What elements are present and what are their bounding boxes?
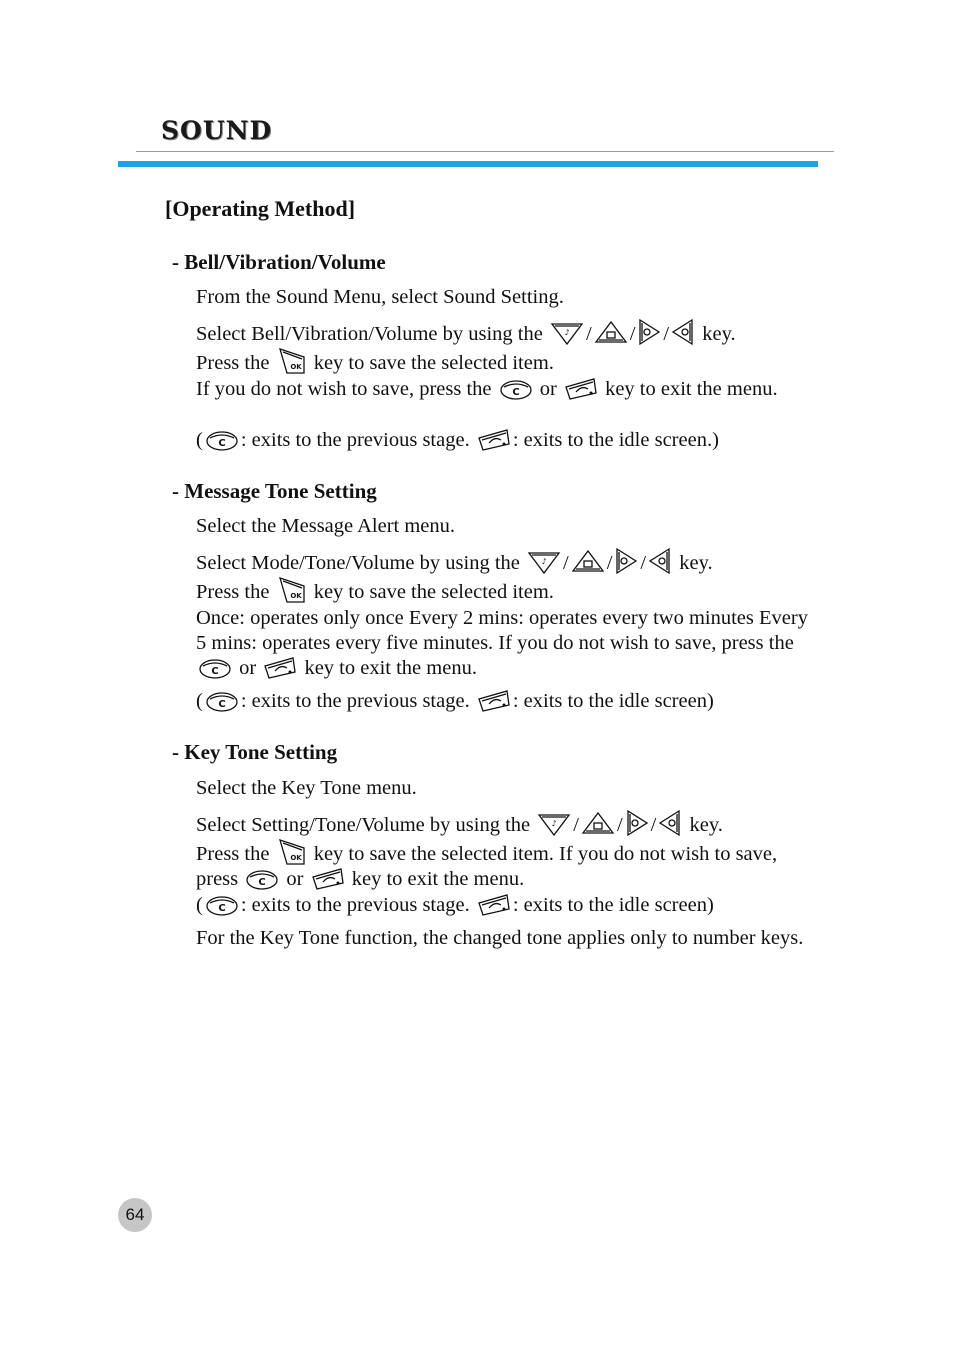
nav-down-key-icon [581, 811, 615, 837]
svg-text:C: C [218, 699, 226, 710]
page-number-badge: 64 [118, 1198, 152, 1232]
clear-key-icon [198, 658, 232, 680]
end-key-icon [564, 377, 598, 401]
message-step-1: Select the Message Alert menu. [196, 515, 456, 537]
nav-down-key-icon [571, 549, 605, 575]
nav-up-key-icon [550, 320, 584, 346]
svg-text:C: C [211, 666, 219, 677]
subheading-message-tone: - Message Tone Setting [172, 479, 377, 503]
nav-up-key-icon [527, 549, 561, 575]
clear-key-icon [205, 895, 239, 917]
nav-right-key-icon [625, 809, 649, 837]
keytone-step-1: Select the Key Tone menu. [196, 777, 417, 799]
bell-step-1: From the Sound Menu, select Sound Setting. [196, 286, 564, 308]
end-key-icon [311, 867, 345, 891]
nav-up-key-icon [537, 811, 571, 837]
subheading-key-tone: - Key Tone Setting [172, 740, 338, 764]
clear-key-icon [205, 430, 239, 452]
nav-down-key-icon [594, 320, 628, 346]
nav-left-key-icon [648, 547, 672, 575]
svg-text:OK: OK [289, 854, 302, 862]
clear-key-icon [205, 691, 239, 713]
svg-text:OK: OK [289, 363, 302, 371]
end-key-icon [263, 656, 297, 680]
bell-note: ( C : exits to the previous stage. : exits to the idle screen.) [196, 429, 719, 451]
clear-key-icon [499, 379, 533, 401]
ok-key-icon [277, 838, 307, 866]
nav-right-key-icon [614, 547, 638, 575]
svg-text:OK: OK [289, 592, 302, 600]
keytone-note: ( C : exits to the previous stage. : exits to the idle screen) [196, 894, 714, 916]
end-key-icon [477, 428, 511, 452]
nav-left-key-icon [658, 809, 682, 837]
svg-text:C: C [511, 387, 520, 398]
svg-text:♪: ♪ [564, 328, 570, 337]
keytone-step-4: For the Key Tone function, the changed tone applies only to number keys. [196, 927, 804, 949]
end-key-icon [477, 893, 511, 917]
svg-text:♪: ♪ [541, 557, 547, 566]
svg-text:C: C [258, 877, 266, 888]
page-title: SOUND [161, 116, 273, 145]
keytone-step-2: Select Setting/Tone/Volume by using the ♪ / / / key. Press the OK key to save the selected item. If you do not wish to save, press C or key to exit the menu. [196, 809, 821, 892]
ok-key-icon [277, 347, 307, 375]
clear-key-icon [245, 869, 279, 891]
svg-text:♪: ♪ [551, 819, 557, 828]
bell-step-3: If you do not wish to save, press the C or key to exit the menu. [196, 378, 778, 400]
ok-key-icon [277, 576, 307, 604]
end-key-icon [477, 689, 511, 713]
message-step-3: Once: operates only once Every 2 mins: operates every two minutes Every 5 mins: operates every five minutes. If you do not wish to save, press the C or key to exit the menu. [196, 607, 808, 679]
section-heading: [Operating Method] [165, 196, 356, 221]
svg-text:C: C [218, 438, 226, 449]
subheading-bell: - Bell/Vibration/Volume [172, 250, 386, 274]
header-divider-thin [136, 151, 834, 152]
header-divider-accent [118, 161, 818, 167]
svg-text:C: C [218, 903, 226, 914]
bell-step-2: Select Bell/Vibration/Volume by using the ♪ / / / key. Press the OK key to save the selected item. [196, 318, 821, 376]
nav-left-key-icon [671, 318, 695, 346]
nav-right-key-icon [637, 318, 661, 346]
message-note: ( C : exits to the previous stage. : exits to the idle screen) [196, 690, 714, 712]
message-step-2: Select Mode/Tone/Volume by using the ♪ / / / key. Press the OK key to save the selected item. [196, 547, 821, 605]
